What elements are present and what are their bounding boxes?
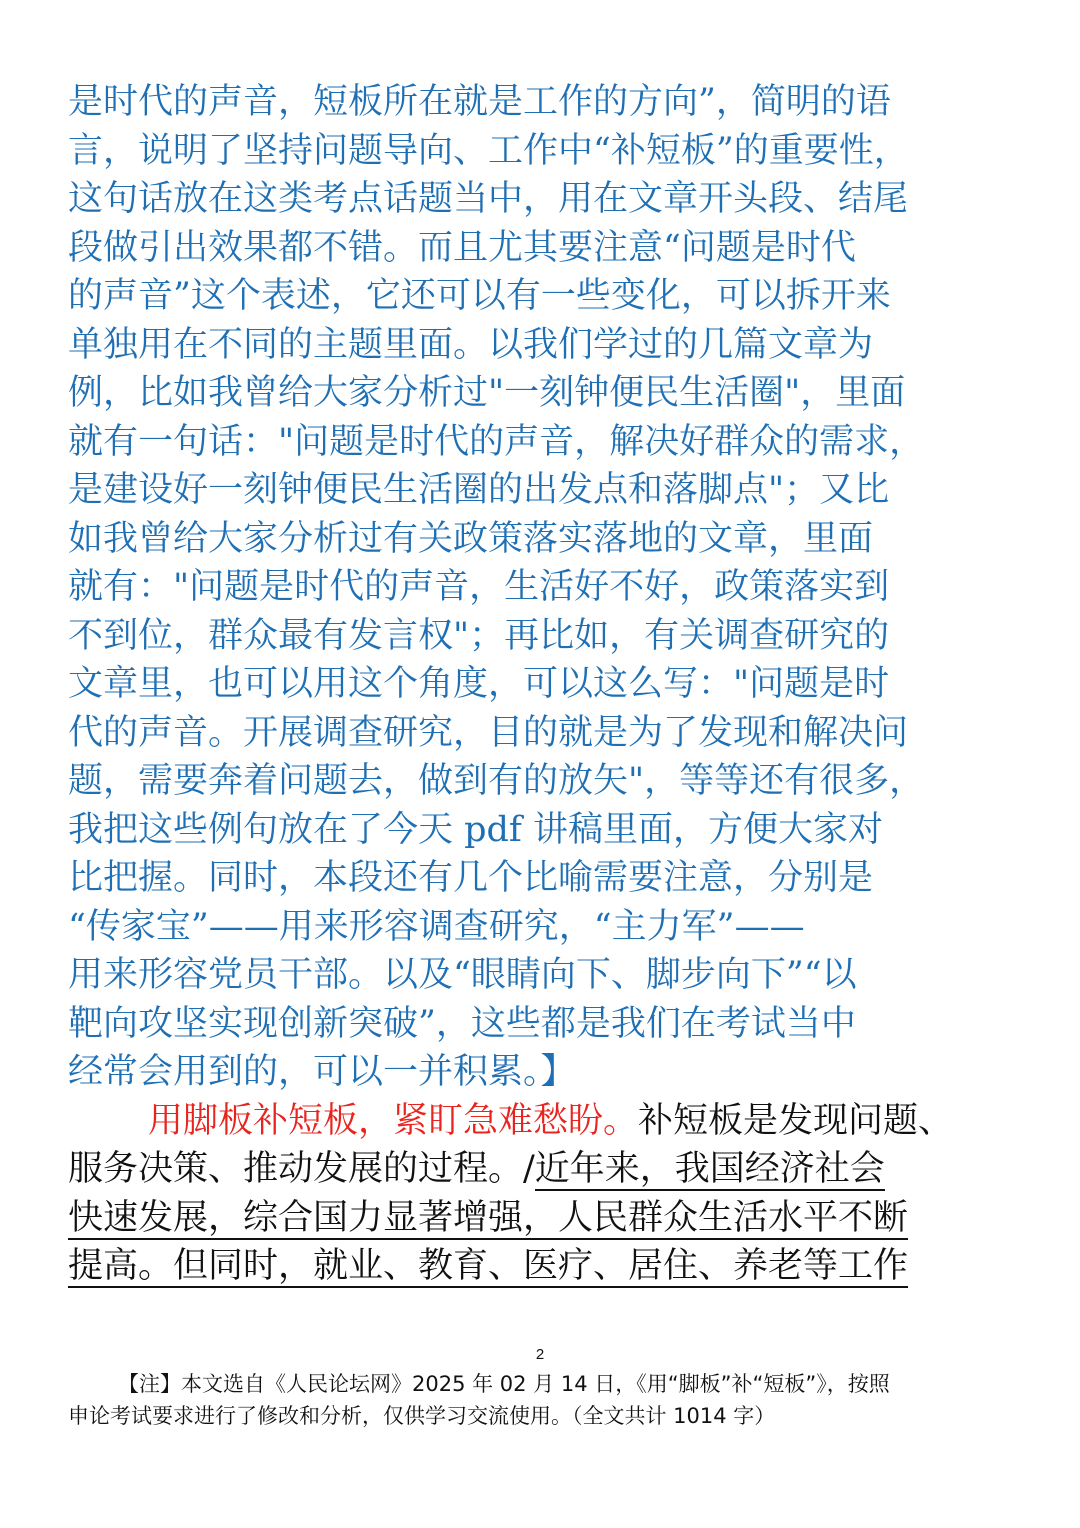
underlined-text: 近年来，我国经济社会 [534, 1149, 885, 1189]
article-body [68, 78, 1014, 1291]
analysis-line: 就有："问题是时代的声音，生活好不好，政策落实到 [68, 567, 890, 607]
analysis-line: 例，比如我曾给大家分析过"一刻钟便民生活圈"，里面 [68, 373, 906, 413]
analysis-line: 单独用在不同的主题里面。以我们学过的几篇文章为 [68, 324, 874, 365]
paragraph-line [68, 1194, 1014, 1243]
analysis-line: 段做引出效果都不错。而且尤其要注意“问题是时代 [68, 227, 856, 268]
analysis-line: 用来形容党员干部。以及“眼睛向下、脚步向下”“以 [68, 955, 857, 995]
analysis-line: 靶向攻坚实现创新突破”，这些都是我们在考试当中 [68, 1003, 856, 1044]
paragraph-heading: 用脚板补短板，紧盯急难愁盼。 [148, 1100, 639, 1141]
analysis-line: 是时代的声音，短板所在就是工作的方向”，简明的语 [68, 82, 891, 122]
paragraph-heading-line [68, 1097, 1014, 1146]
footnote-line: 【注】本文选自《人民论坛网》2025 年 02 月 14 日，《用“脚板”补“短板”》，按照 [118, 1372, 890, 1396]
underlined-text: 快速发展，综合国力显著增强，人民群众生活水平不断 [68, 1197, 909, 1238]
analysis-line: 是建设好一刻钟便民生活圈的出发点和落脚点"；又比 [68, 470, 890, 510]
paragraph-line [68, 1242, 1014, 1291]
analysis-line: 如我曾给大家分析过有关政策落实落地的文章，里面 [68, 518, 874, 559]
underlined-text: 提高。但同时，就业、教育、医疗、居住、养老等工作 [68, 1246, 909, 1286]
analysis-line: 题，需要奔着问题去，做到有的放矢"，等等还有很多， [68, 761, 925, 801]
analysis-line: 的声音”这个表述，它还可以有一些变化，可以拆开来 [68, 276, 891, 316]
analysis-line: 就有一句话："问题是时代的声音，解决好群众的需求， [68, 421, 925, 462]
analysis-line: “传家宝”——用来形容调查研究，“主力军”—— [68, 906, 805, 947]
paragraph-text: 服务决策、推动发展的过程。/ [68, 1149, 535, 1189]
analysis-line: 我把这些例句放在了今天 pdf 讲稿里面，方便大家对 [68, 809, 884, 850]
analysis-line: 文章里，也可以用这个角度，可以这么写："问题是时 [68, 664, 890, 704]
analysis-line: 经常会用到的，可以一并积累。】 [68, 1052, 576, 1092]
analysis-line: 代的声音。开展调查研究，目的就是为了发现和解决问 [68, 712, 909, 753]
analysis-line: 比把握。同时，本段还有几个比喻需要注意，分别是 [68, 858, 874, 898]
analysis-line: 言，说明了坚持问题导向、工作中“补短板”的重要性， [68, 130, 909, 171]
paragraph-text: 补短板是发现问题、 [638, 1100, 954, 1141]
analysis-line: 这句话放在这类考点话题当中，用在文章开头段、结尾 [68, 179, 909, 219]
analysis-line: 不到位，群众最有发言权"；再比如，有关调查研究的 [68, 615, 890, 656]
footnote-line: 申论考试要求进行了修改和分析，仅供学习交流使用。（全文共计 1014 字） [68, 1404, 776, 1428]
footnote [68, 1368, 1014, 1432]
page-number: 2 [535, 1346, 545, 1363]
paragraph-line [68, 1145, 1014, 1194]
